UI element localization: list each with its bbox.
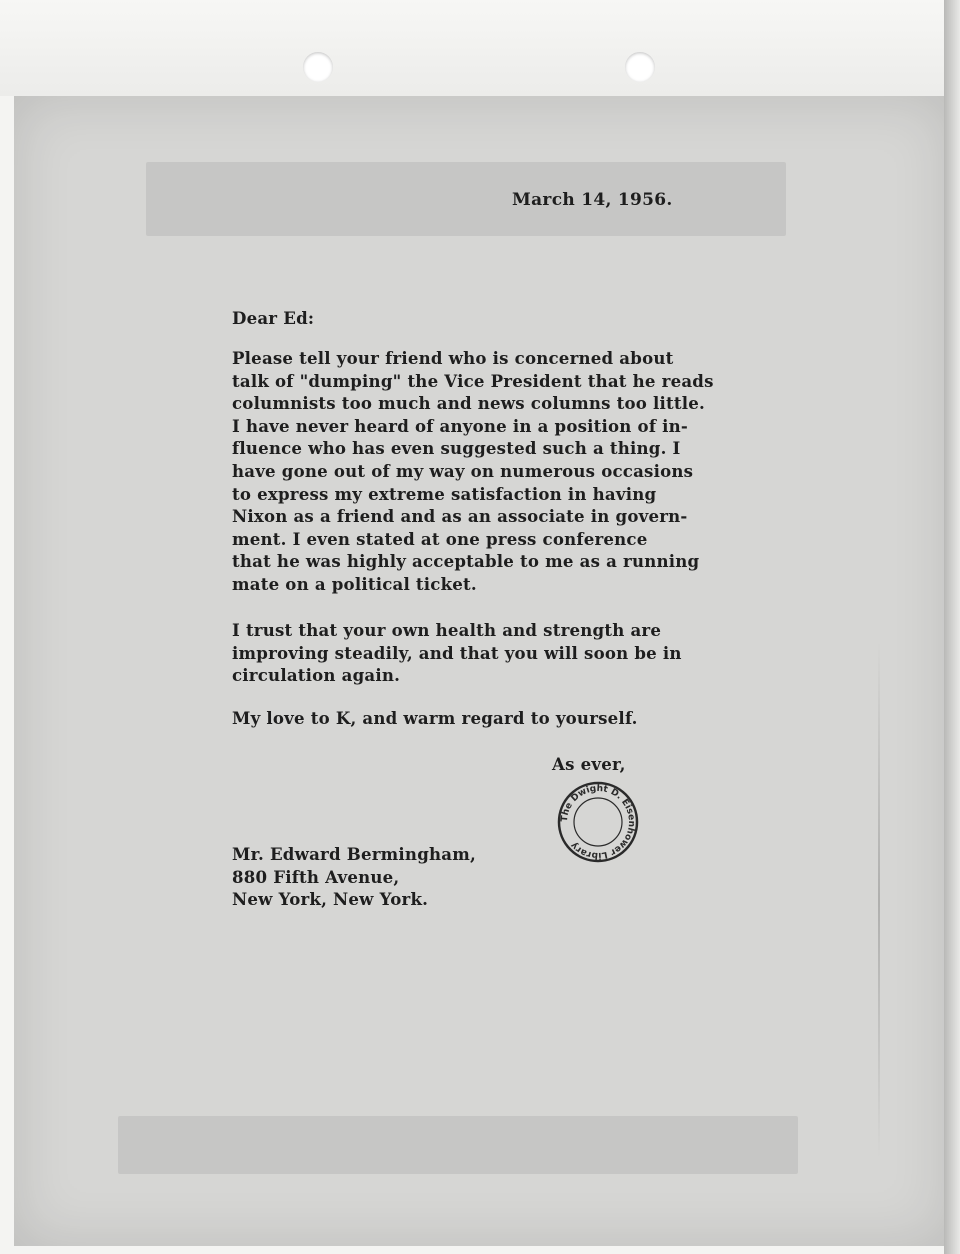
paragraph-line: have gone out of my way on numerous occasions <box>232 461 694 481</box>
paragraph-line: to express my extreme satisfaction in having <box>232 483 657 504</box>
sheet-edge <box>944 0 960 1254</box>
paragraph-line: mate on a political ticket. <box>232 574 477 594</box>
paragraph-line: I trust that your own health and strength are <box>232 620 662 640</box>
salutation: Dear Ed: <box>232 308 315 328</box>
paragraph-line: fluence who has even suggested such a thing. I <box>232 438 681 459</box>
letter-date: March 14, 1956. <box>512 190 673 210</box>
address-line: Mr. Edward Bermingham, <box>232 844 476 864</box>
paragraph-line: Nixon as a friend and as an associate in govern- <box>232 506 688 527</box>
letter-sheet <box>14 96 950 1246</box>
paragraph-line: Please tell your friend who is concerned about <box>232 348 674 368</box>
paragraph-line: ment. I even stated at one press conference <box>232 528 648 549</box>
paragraph-line: that he was highly acceptable to me as a running <box>232 551 700 572</box>
punch-hole-right <box>625 52 655 82</box>
paragraph-line: improving steadily, and that you will soon be in <box>232 642 682 663</box>
punch-hole-left <box>303 52 333 82</box>
library-stamp <box>556 780 640 864</box>
paragraph-line: My love to K, and warm regard to yourself. <box>232 708 638 728</box>
address-line: 880 Fifth Avenue, <box>232 866 400 887</box>
bottom-shadow-band <box>118 1116 798 1174</box>
paragraph-line: circulation again. <box>232 665 401 686</box>
closing: As ever, <box>552 754 626 774</box>
top-margin <box>0 0 960 96</box>
svg-text:The Dwight D. Eisenhower Libra: The Dwight D. Eisenhower Library <box>559 783 637 861</box>
address-line: New York, New York. <box>232 889 429 910</box>
top-shadow-band <box>146 162 786 236</box>
fold-line <box>878 640 880 1160</box>
paragraph-line: talk of "dumping" the Vice President that he reads <box>232 370 714 391</box>
paragraph-line: I have never heard of anyone in a position of in- <box>232 415 688 436</box>
paragraph-line: columnists too much and news columns too little. <box>232 393 705 414</box>
